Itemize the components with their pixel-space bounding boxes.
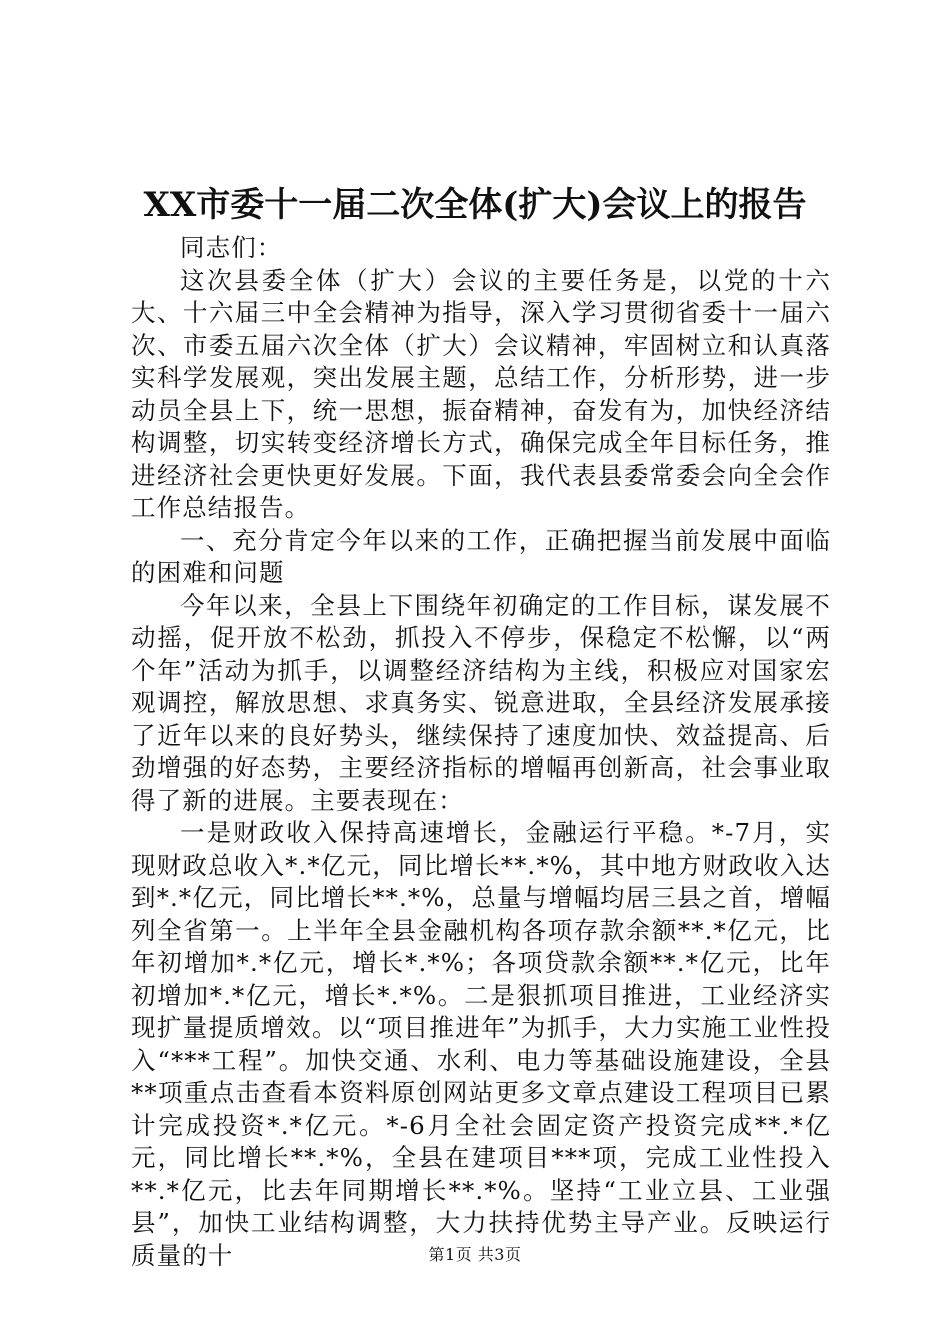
paragraph-overview: 今年以来，全县上下围绕年初确定的工作目标，谋发展不动摇，促开放不松劲，抓投入不停步，保稳定不松懈，以“两个年”活动为抓手，以调整经济结构为主线，积极应对国家宏观调控，解放思想、求真务实、锐意进取，全县经济发展承接了近年以来的良好势头，继续保持了速度加快、效益提高、后劲增强的好态势，主要经济指标的增幅再创新高，社会事业取得了新的进展。主要表现在： xyxy=(131,590,831,815)
salutation: 同志们： xyxy=(180,233,283,262)
page-footer: 第1页 共3页 xyxy=(428,1245,522,1264)
section-heading-1: 一、充分肯定今年以来的工作，正确把握当前发展中面临的困难和问题 xyxy=(131,525,831,587)
paragraph-intro: 这次县委全体（扩大）会议的主要任务是，以党的十六大、十六届三中全会精神为指导，深入学习贯彻省委十一届六次、市委五届六次全体（扩大）会议精神，牢固树立和认真落实科学发展观，突出发展主题，总结工作，分析形势，进一步动员全县上下，统一思想，振奋精神，奋发有为，加快经济结构调整，切实转变经济增长方式，确保完成全年目标任务，推进经济社会更快更好发展。下面，我代表县委常委会向全会作工作总结报告。 xyxy=(131,265,831,522)
paragraph-details: 一是财政收入保持高速增长，金融运行平稳。*-7月，实现财政总收入*.*亿元，同比增长**.*%，其中地方财政收入达到*.*亿元，同比增长**.*%，总量与增幅均居三县之首，增幅列全省第一。上半年全县金融机构各项存款余额**.*亿元，比年初增加*.*亿元，增长*.*%；各项贷款余额**.*亿元，比年初增加*.*亿元，增长*.*%。二是狠抓项目推进，工业经济实现扩量提质增效。以“项目推进年”为抓手，大力实施工业性投入“***工程”。加快交通、水利、电力等基础设施建设，全县**项重点击查看本资料原创网站更多文章点建设工程项目已累计完成投资*.*亿元。*-6月全社会固定资产投资完成**.*亿元，同比增长**.*%，全县在建项目***项，完成工业性投入**.*亿元，比去年同期增长**.*%。坚持“工业立县、工业强县”，加快工业结构调整，大力扶持优势主导产业。反映运行质量的十 xyxy=(131,818,831,1270)
document-title: XX市委十一届二次全体(扩大)会议上的报告 xyxy=(143,185,807,225)
document-body xyxy=(131,232,831,1272)
